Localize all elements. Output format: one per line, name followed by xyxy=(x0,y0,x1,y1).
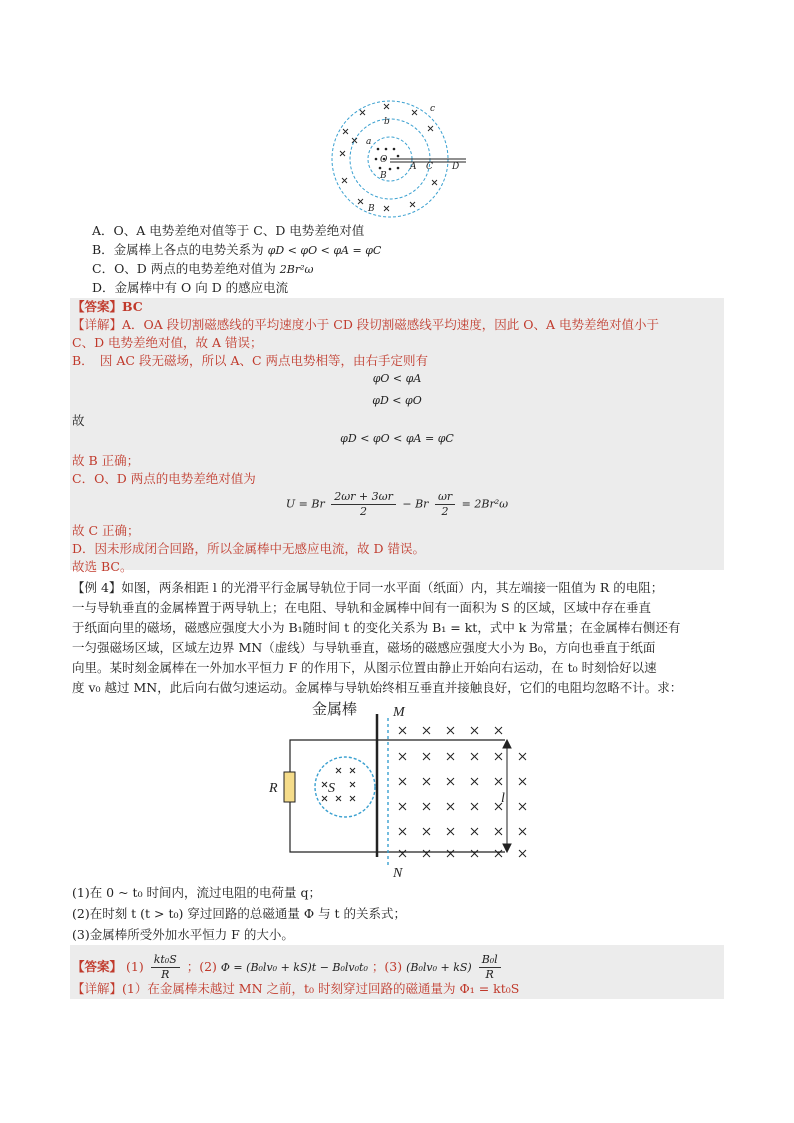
equation-3: φD < φO < φA = φC xyxy=(340,432,454,445)
example4-line-3: 于纸面向里的磁场，磁感应强度大小为 B₁随时间 t 的变化关系为 B₁ = kt，式中 k 为常量；在金属棒右侧还有 xyxy=(72,620,681,635)
figure-rails-circuit xyxy=(260,700,540,880)
label-O: O xyxy=(380,155,388,165)
answer-part-3-pre: (B₀lv₀ + kS) xyxy=(406,961,472,974)
option-B-text: B．金属棒上各点的电势关系为 xyxy=(92,242,264,257)
option-B-formula: φD < φO < φA = φC xyxy=(267,244,382,257)
label-c: c xyxy=(430,104,436,114)
u-num-1: 2ωr + 3ωr xyxy=(331,490,396,505)
equation-U xyxy=(70,490,724,519)
u-rhs: = 2Br²ω xyxy=(461,497,509,511)
label-a: a xyxy=(366,137,372,147)
answer-line-2 xyxy=(72,953,504,982)
final-answer: 故选 BC。 xyxy=(72,559,133,574)
detail-C-ok: 故 C 正确； xyxy=(72,523,140,538)
example4-line-6: 度 v₀ 越过 MN，此后向右做匀速运动。金属棒与导轨始终相互垂直并接触良好，它们的电阻均忽略不计。求： xyxy=(72,680,683,695)
answer-1-num: kt₀S xyxy=(151,953,180,968)
answer-part-2-formula: Φ = (B₀lv₀ + kS)t − B₀lv₀t₀ xyxy=(220,961,368,974)
answer-part-2-label: ；(2) xyxy=(186,959,217,974)
example4-line-5: 向里。某时刻金属棒在一外加水平恒力 F 的作用下，从图示位置由静止开始向右运动，在 t₀ 时刻恰好以速 xyxy=(72,660,657,675)
question-1: (1)在 0 ~ t₀ 时间内，流过电阻的电荷量 q； xyxy=(72,885,322,900)
example4-line-1: 【例 4】如图，两条相距 l 的光滑平行金属导轨位于同一水平面（纸面）内，其左端接一阻值为 R 的电阻； xyxy=(72,580,664,595)
detail-B-ok: 故 B 正确； xyxy=(72,453,140,468)
label-B-outer: B xyxy=(368,204,375,214)
question-2: (2)在时刻 t (t > t₀) 穿过回路的总磁通量 Φ 与 t 的关系式； xyxy=(72,906,407,921)
answer-part-3-frac xyxy=(479,953,501,982)
label-D: D xyxy=(452,162,460,172)
detail-B-line: B． 因 AC 段无磁场，所以 A、C 两点电势相等，由右手定则有 xyxy=(72,353,429,368)
detail-A-line1: 【详解】A．OA 段切割磁感线的平均速度小于 CD 段切割磁感线平均速度，因此 O、A 电势差绝对值小于 xyxy=(72,317,660,332)
example4-line-4: 一匀强磁场区域，区域左边界 MN（虚线）与导轨垂直，磁场的磁感应强度大小为 B₀，方向也垂直于纸面 xyxy=(72,640,656,655)
cross-marks-S xyxy=(322,768,355,801)
detail-D-line: D．因未形成闭合回路，所以金属棒中无感应电流，故 D 错误。 xyxy=(72,541,425,556)
label-B-inner: B xyxy=(380,171,387,181)
detail-C-line: C．O、D 两点的电势差绝对值为 xyxy=(72,471,256,486)
detail-A-line2: C、D 电势差绝对值，故 A 错误； xyxy=(72,335,263,350)
equation-2: φD < φO xyxy=(372,394,422,407)
answer-part-1-frac xyxy=(151,953,180,982)
question-3: (3)金属棒所受外加水平恒力 F 的大小。 xyxy=(72,927,294,942)
u-den-2: 2 xyxy=(441,505,449,518)
u-den-1: 2 xyxy=(360,505,368,518)
label-C: C xyxy=(426,162,433,172)
option-A: A．O、A 电势差绝对值等于 C、D 电势差绝对值 xyxy=(92,223,365,238)
label-M: M xyxy=(393,705,405,720)
equation-1: φO < φA xyxy=(372,372,422,385)
u-frac-2 xyxy=(435,490,455,519)
label-S: S xyxy=(328,781,335,796)
figure-concentric-fields xyxy=(328,96,468,221)
u-lhs: U = Br xyxy=(285,497,325,511)
answer-part-3-label: ；(3) xyxy=(371,959,403,974)
answer-1-den: R xyxy=(161,968,170,981)
label-N: N xyxy=(393,866,403,880)
label-l: l xyxy=(501,791,505,806)
label-R: R xyxy=(269,781,278,796)
region-S-circle xyxy=(315,757,375,817)
u-mid: − Br xyxy=(402,497,429,511)
example4-line-2: 一与导轨垂直的金属棒置于两导轨上；在电阻、导轨和金属棒中间有一面积为 S 的区域，区域中存在垂直 xyxy=(72,600,652,615)
u-frac-1 xyxy=(331,490,396,519)
option-B xyxy=(92,241,381,260)
answer-part-1-label: (1) xyxy=(126,959,144,974)
answer-tag-1: 【答案】BC xyxy=(72,299,143,314)
label-b: b xyxy=(384,117,390,127)
so-text: 故 xyxy=(72,413,85,428)
option-D: D．金属棒中有 O 向 D 的感应电流 xyxy=(92,280,289,295)
label-A: A xyxy=(410,162,417,172)
rod-label: 金属棒 xyxy=(312,702,358,718)
option-C-text: C．O、D 两点的电势差绝对值为 xyxy=(92,261,276,276)
resistor xyxy=(284,772,295,802)
option-C-formula: 2Br²ω xyxy=(279,263,314,276)
u-num-2: ωr xyxy=(435,490,455,505)
answer-tag-2: 【答案】 xyxy=(72,959,123,974)
answer-2-detail: 【详解】(1）在金属棒未越过 MN 之前，t₀ 时刻穿过回路的磁通量为 Φ₁ = kt₀S xyxy=(72,981,520,996)
answer-3-den: R xyxy=(485,968,494,981)
answer-3-num: B₀l xyxy=(479,953,501,968)
option-C xyxy=(92,260,314,279)
